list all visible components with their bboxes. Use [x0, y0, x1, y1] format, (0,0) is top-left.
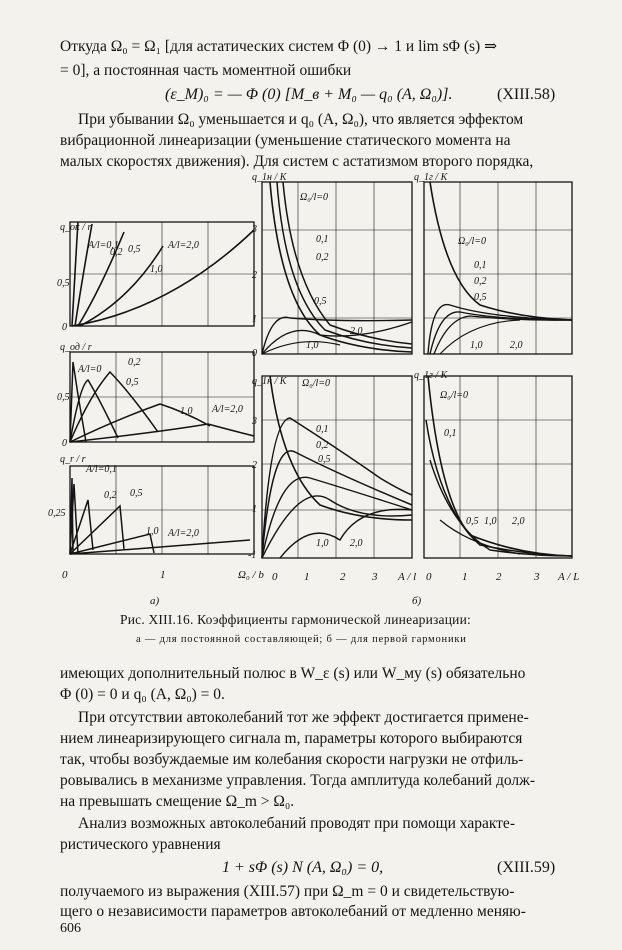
- a1-curve-01: A/l=0,1: [88, 240, 119, 251]
- a1-ylabel: q_ок / r: [60, 222, 92, 233]
- text-line-14: ристического уравнения: [60, 836, 221, 853]
- text-line-1: Откуда Ω₀ = Ω₁ [для астатических систем Φ (0) → 1 и lim sΦ (s) ⇒: [60, 38, 498, 55]
- a-x-label: Ω₀ / b: [238, 569, 264, 581]
- equation-59: 1 + sΦ (s) N (A, Ω₀) = 0,: [222, 859, 384, 876]
- b1-curve-20: 2,0: [350, 326, 363, 337]
- b2-tick-1: 1: [252, 504, 257, 515]
- panel-c1: [424, 182, 572, 354]
- text-line-9: нием линеаризирующего сигнала m, параметры которого выбираются: [60, 730, 523, 747]
- figure-subcaption: а — для постоянной составляющей; б — для первой гармоники: [136, 634, 467, 645]
- c-x-3: 3: [534, 571, 540, 583]
- b2-curve-02: 0,2: [316, 440, 329, 451]
- b1-curve-05: 0,5: [314, 296, 327, 307]
- b-x-3: 3: [372, 571, 378, 583]
- c1-ylabel: q_1г / K: [414, 172, 448, 183]
- text-line-15: получаемого из выражения (XIII.57) при Ω_m = 0 и свидетельствую-: [60, 883, 515, 900]
- text-line-4: вибрационной линеаризации (уменьшение статического момента на: [60, 132, 511, 149]
- b-x-1: 1: [304, 571, 310, 583]
- text-line-12: на превышать смещение Ω_m > Ω₀.: [60, 793, 295, 810]
- a2-curve-0: A/l=0: [78, 364, 102, 375]
- a1-tick-05: 0,5: [57, 278, 70, 289]
- a1-curve-05: 0,5: [128, 244, 141, 255]
- figure-caption: Рис. XIII.16. Коэффициенты гармонической линеаризации:: [120, 612, 471, 627]
- text-line-7: Φ (0) = 0 и q₀ (A, Ω₀) = 0.: [60, 686, 225, 703]
- a2-curve-10: 1,0: [180, 406, 193, 417]
- c-x-1: 1: [462, 571, 468, 583]
- b1-tick-0: 0: [252, 348, 257, 359]
- panel-b1: [262, 182, 412, 354]
- a1-curve-20: A/l=2,0: [168, 240, 199, 251]
- c2-curve-05: 0,5: [466, 516, 479, 527]
- a-x-1: 1: [160, 569, 166, 581]
- text-line-6: имеющих дополнительный полюс в W_ε (s) или W_му (s) обязательно: [60, 665, 526, 682]
- a3-ylabel: q_r / r: [60, 454, 86, 465]
- a2-tick-0: 0: [62, 438, 67, 449]
- b1-tick-1: 1: [252, 314, 257, 325]
- b1-tick-3: 3: [252, 224, 257, 235]
- text-line-16: щего о независимости параметров автоколебаний от медленно меняю-: [60, 903, 526, 920]
- b1-curve-10: 1,0: [306, 340, 319, 351]
- c1-curve-02: 0,2: [474, 276, 487, 287]
- equation-58-number: (XIII.58): [497, 86, 556, 103]
- c-x-2: 2: [496, 571, 502, 583]
- c1-curve-05: 0,5: [474, 292, 487, 303]
- c2-curve-0: Ω₀/l=0: [440, 390, 469, 401]
- c2-curve-10: 1,0: [484, 516, 497, 527]
- text-line-10: так, чтобы возбуждаемые им колебания скорости нагрузки не отфиль-: [60, 751, 524, 768]
- c1-curve-0: Ω₀/l=0: [458, 236, 487, 247]
- equation-58: (ε_M)₀ = — Φ (0) [M_в + M₀ — q₀ (A, Ω₀)].: [165, 86, 453, 103]
- text-line-11: ровывались в механизме управления. Тогда амплитуда колебаний долж-: [60, 772, 535, 789]
- b1-curve-0: Ω₀/l=0: [300, 192, 329, 203]
- b2-tick-m1: -1: [248, 550, 257, 561]
- b2-curve-20: 2,0: [350, 538, 363, 549]
- b2-curve-10: 1,0: [316, 538, 329, 549]
- a3-curve-05: 0,5: [130, 488, 143, 499]
- b1-curve-02: 0,2: [316, 252, 329, 263]
- b1-tick-2: 2: [252, 270, 257, 281]
- a3-curve-20: A/l=2,0: [168, 528, 199, 539]
- page-number: 606: [60, 921, 81, 936]
- c2-curve-20: 2,0: [512, 516, 525, 527]
- b2-ylabel: q_1н / K: [252, 376, 287, 387]
- b2-curve-0: Ω₀/l=0: [302, 378, 331, 389]
- c-x-label: A / L: [558, 571, 580, 583]
- a2-curve-02: 0,2: [128, 357, 141, 368]
- text-line-8: При отсутствии автоколебаний тот же эффект достигается примене-: [78, 709, 529, 726]
- b1-curve-01: 0,1: [316, 234, 329, 245]
- a1-curve-10: 1,0: [150, 264, 163, 275]
- a2-ylabel: q_од / r: [60, 342, 92, 353]
- equation-59-number: (XIII.59): [497, 859, 556, 876]
- c1-curve-01: 0,1: [474, 260, 487, 271]
- b2-tick-3: 3: [252, 416, 257, 427]
- a1-curve-02: 0,2: [110, 247, 123, 258]
- b1-ylabel: q_1н / K: [252, 172, 287, 183]
- a3-tick-025: 0,25: [48, 508, 66, 519]
- a2-curve-05: 0,5: [126, 377, 139, 388]
- text-line-3: При убывании Ω₀ уменьшается и q₀ (A, Ω₀), что является эффектом: [78, 111, 524, 128]
- a3-curve-10: 1,0: [146, 526, 159, 537]
- panel-a3: [70, 466, 254, 554]
- a1-tick-0: 0: [62, 322, 67, 333]
- c1-curve-10: 1,0: [470, 340, 483, 351]
- sub-label-b: б): [412, 595, 422, 607]
- b-x-label: A / l: [398, 571, 417, 583]
- b2-curve-05: 0,5: [318, 454, 331, 465]
- panel-c2: [424, 376, 572, 558]
- a2-tick-05: 0,5: [57, 392, 70, 403]
- b-x-2: 2: [340, 571, 346, 583]
- sub-label-a: а): [150, 595, 160, 607]
- b2-curve-01: 0,1: [316, 424, 329, 435]
- text-line-2: = 0], а постоянная часть моментной ошибки: [60, 62, 352, 79]
- text-line-13: Анализ возможных автоколебаний проводят при помощи характе-: [78, 815, 515, 832]
- a2-curve-20: A/l=2,0: [212, 404, 243, 415]
- c2-ylabel: q_1г / K: [414, 370, 448, 381]
- a3-curve-01: A/l=0,1: [86, 464, 117, 475]
- b2-tick-2: 2: [252, 460, 257, 471]
- c2-curve-01: 0,1: [444, 428, 457, 439]
- c1-curve-20: 2,0: [510, 340, 523, 351]
- text-line-5: малых скоростях движения). Для систем с астатизмом второго порядка,: [60, 153, 534, 170]
- panel-b2: [262, 376, 412, 558]
- c-x-0: 0: [426, 571, 432, 583]
- a-x-0: 0: [62, 569, 68, 581]
- b-x-0: 0: [272, 571, 278, 583]
- a3-curve-02: 0,2: [104, 490, 117, 501]
